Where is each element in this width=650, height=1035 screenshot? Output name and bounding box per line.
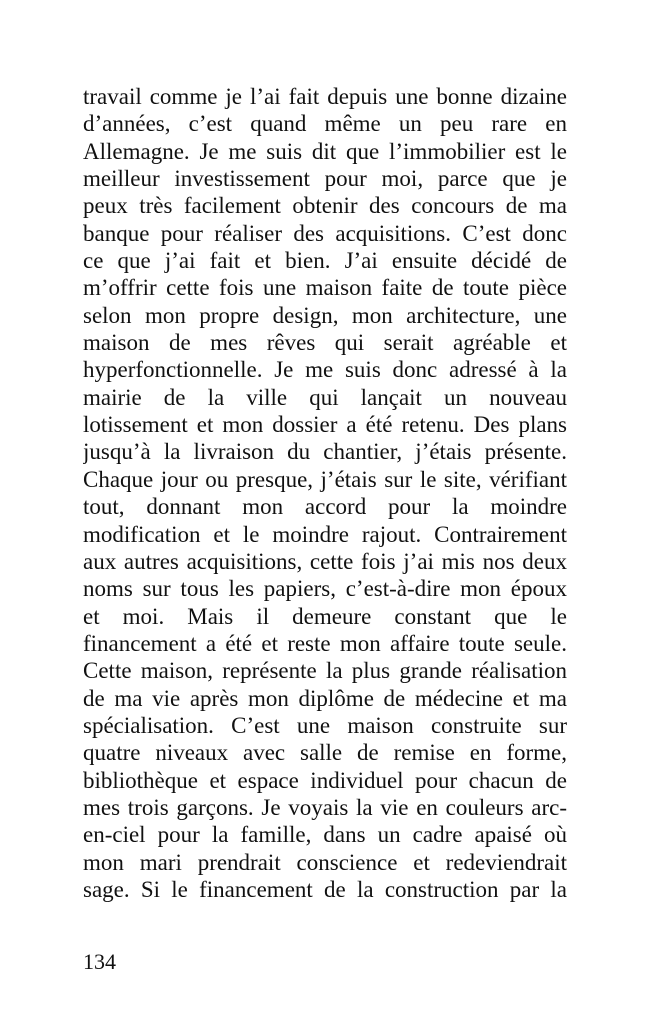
text-line: peux très facilement obtenir des concours de ma [83,193,567,219]
text-line: mairie de la ville qui lançait un nouveau [83,384,567,410]
text-line: Allemagne. Je me suis dit que l’immobilier est le [83,138,567,164]
text-line: banque pour réaliser des acquisitions. C’est donc [83,220,567,246]
text-line: mes trois garçons. Je voyais la vie en couleurs arc- [83,794,567,820]
text-line: bibliothèque et espace individuel pour chacun de [83,767,567,793]
text-line: m’offrir cette fois une maison faite de toute pièce [83,275,567,301]
text-line: selon mon propre design, mon architecture, une [83,302,567,328]
text-line: hyperfonctionnelle. Je me suis donc adressé à la [83,357,567,383]
text-line: travail comme je l’ai fait depuis une bonne dizaine [83,84,567,109]
text-line: jusqu’à la livraison du chantier, j’étais présente. [83,439,567,465]
text-line: lotissement et mon dossier a été retenu. Des plans [83,412,567,438]
text-line: de ma vie après mon diplôme de médecine et ma [83,685,567,711]
text-line: sage. Si le financement de la construction par la [83,876,567,902]
text-line: Chaque jour ou presque, j’étais sur le site, vérifiant [83,466,567,492]
text-line: spécialisation. C’est une maison construite sur [83,712,567,738]
text-line: en-ciel pour la famille, dans un cadre apaisé où [83,822,567,848]
page-number: 134 [83,949,116,974]
text-line: quatre niveaux avec salle de remise en forme, [83,740,567,766]
text-line: financement a été et reste mon affaire toute seule. [83,630,567,656]
text-line: et moi. Mais il demeure constant que le [83,603,567,629]
text-line: maison de mes rêves qui serait agréable et [83,330,567,356]
text-line: modification et le moindre rajout. Contrairement [83,521,567,547]
page-body-text [83,83,567,903]
text-line: tout, donnant mon accord pour la moindre [83,494,567,520]
text-line: meilleur investissement pour moi, parce que je [83,166,567,192]
text-line: noms sur tous les papiers, c’est-à-dire mon époux [83,576,567,602]
text-line: Cette maison, représente la plus grande réalisation [83,658,567,684]
text-line: ce que j’ai fait et bien. J’ai ensuite décidé de [83,248,567,274]
text-line: aux autres acquisitions, cette fois j’ai mis nos deux [83,548,567,574]
text-line: mon mari prendrait conscience et redeviendrait [83,849,567,875]
text-line: d’années, c’est quand même un peu rare en [83,111,567,137]
